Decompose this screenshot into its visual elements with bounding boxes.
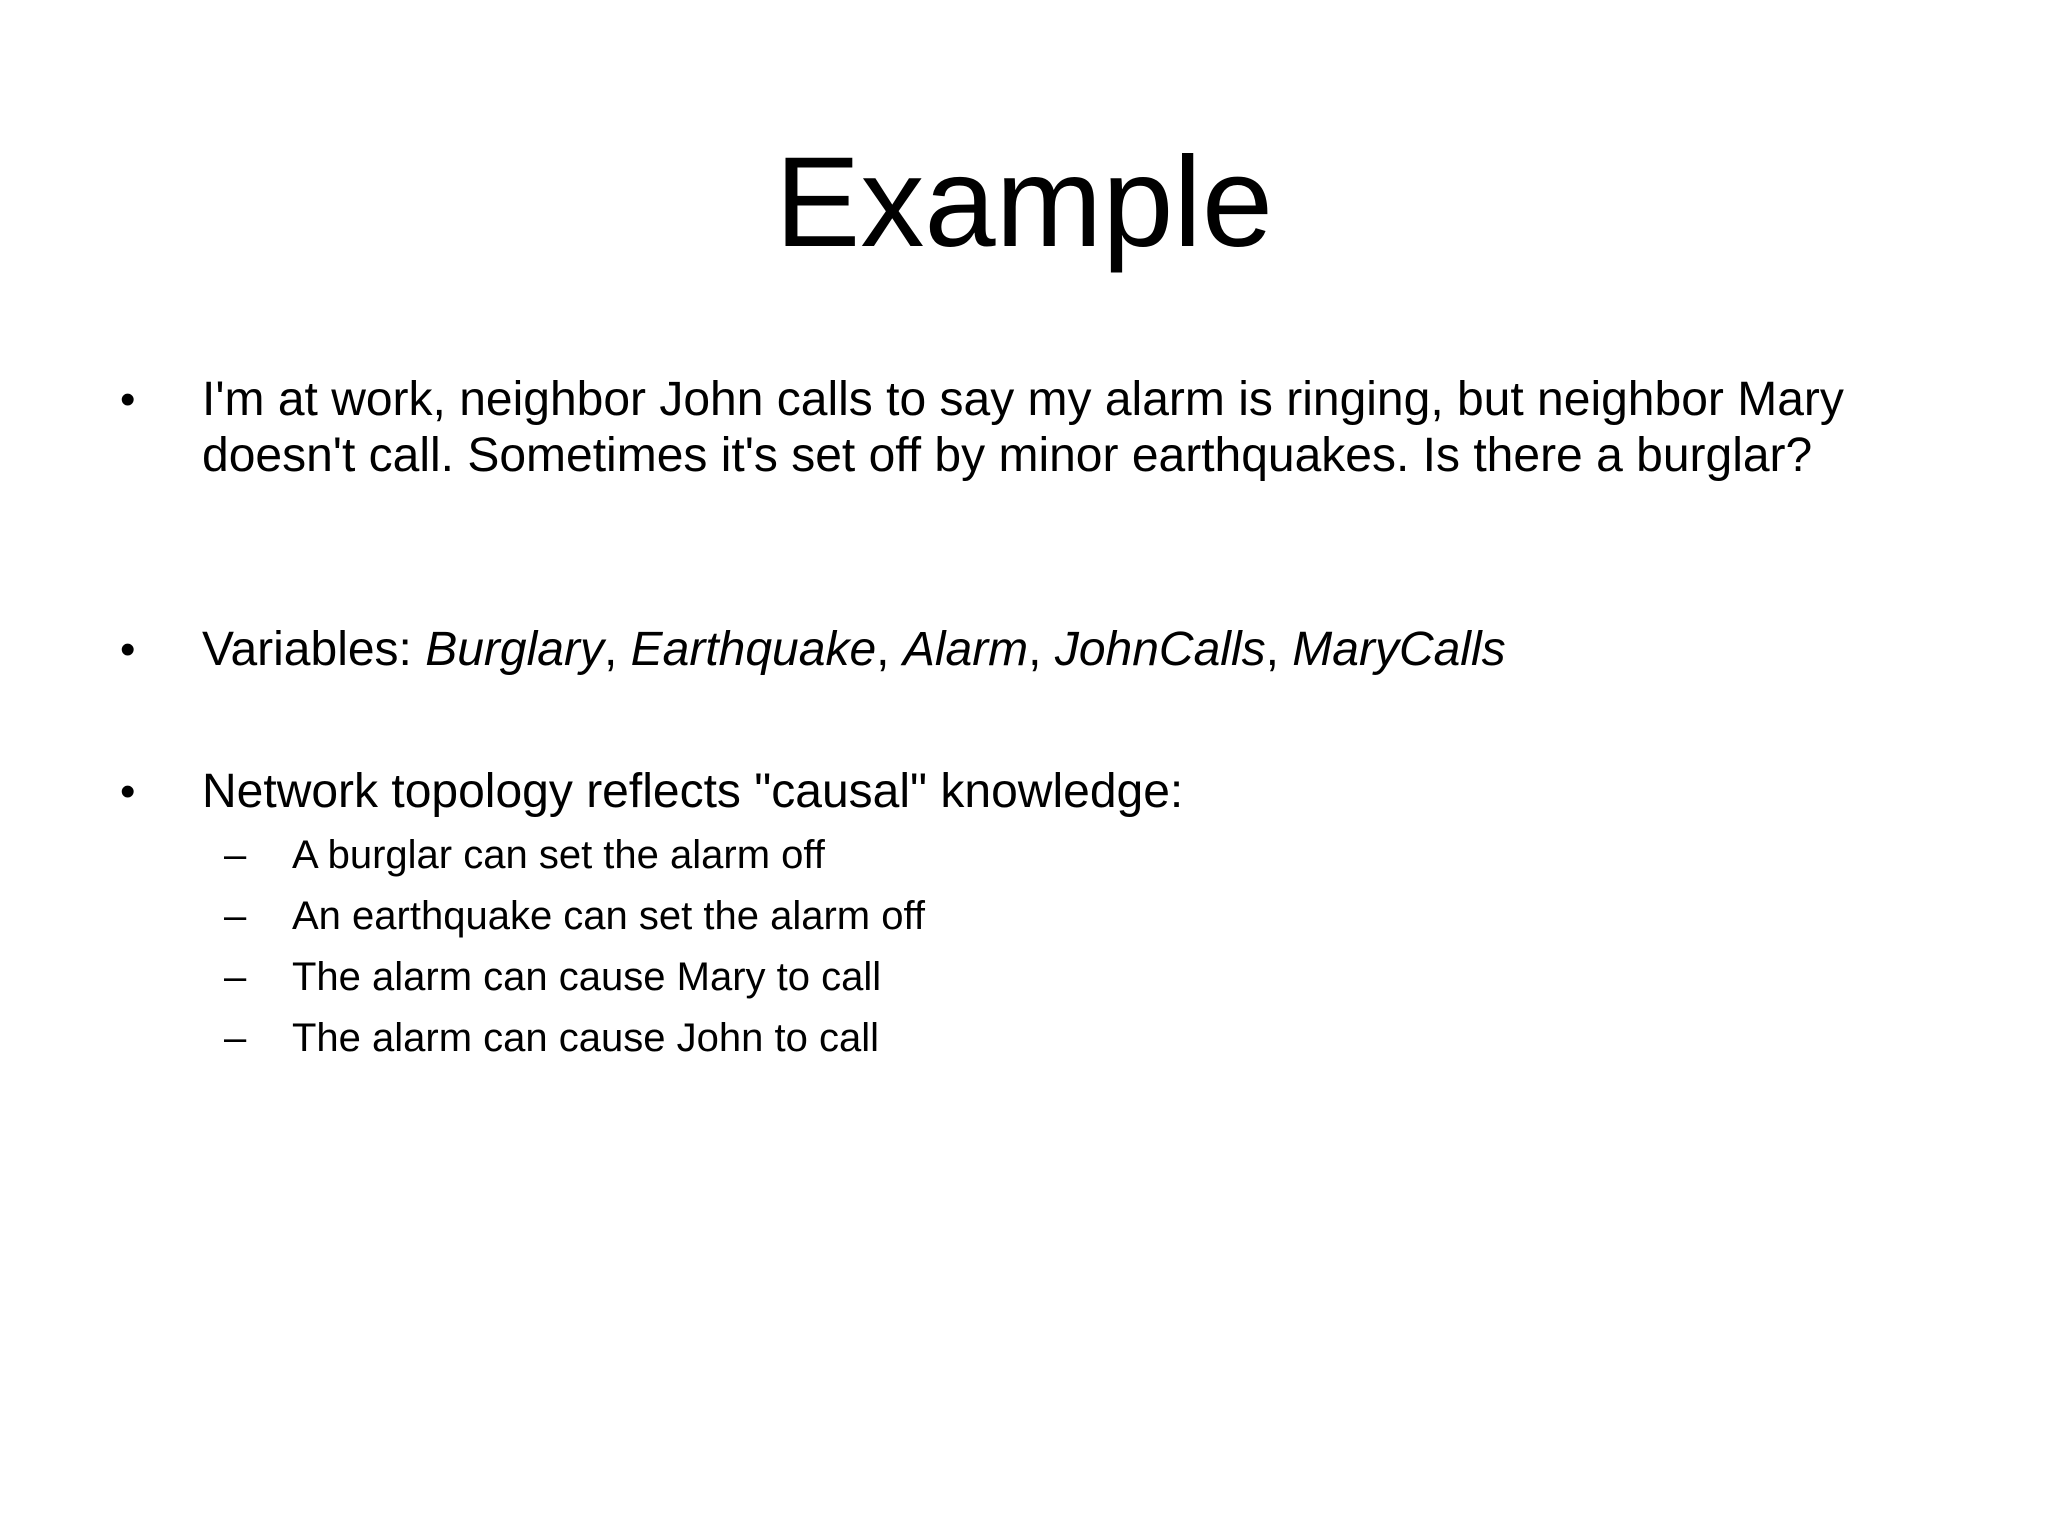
sub-bullet-text: A burglar can set the alarm off bbox=[292, 833, 825, 877]
variable-marycalls: MaryCalls bbox=[1292, 623, 1506, 676]
variable-earthquake: Earthquake bbox=[630, 623, 877, 676]
bullet-text-variables bbox=[202, 622, 1922, 678]
variable-burglary: Burglary bbox=[425, 623, 604, 676]
variable-johncalls: JohnCalls bbox=[1054, 623, 1266, 676]
variable-separator: , bbox=[1265, 623, 1293, 676]
variable-separator: , bbox=[603, 623, 631, 676]
sub-bullet-text: An earthquake can set the alarm off bbox=[292, 894, 925, 938]
bullet-text-topology: Network topology reflects "causal" knowledge: bbox=[202, 765, 1184, 818]
slide-title: Example bbox=[775, 131, 1273, 274]
sub-bullet-text: The alarm can cause Mary to call bbox=[292, 955, 882, 999]
variable-separator: , bbox=[876, 623, 903, 676]
bullet-text-scenario: I'm at work, neighbor John calls to say my alarm is ringing, but neighbor Mary doesn't call. Sometimes it's set off by minor earthquakes. Is there a burglar? bbox=[202, 373, 1844, 482]
bullet-marker: • bbox=[120, 767, 136, 816]
bullet-marker: • bbox=[120, 375, 136, 424]
dash-marker: – bbox=[224, 833, 247, 877]
dash-marker: – bbox=[224, 955, 247, 999]
sub-bullet-text: The alarm can cause John to call bbox=[292, 1016, 879, 1060]
dash-marker: – bbox=[224, 894, 247, 938]
variable-separator: , bbox=[1028, 623, 1055, 676]
bullet-marker: • bbox=[120, 625, 136, 674]
variable-alarm: Alarm bbox=[902, 623, 1029, 676]
dash-marker: – bbox=[224, 1016, 247, 1060]
variables-prefix: Variables: bbox=[202, 623, 426, 676]
